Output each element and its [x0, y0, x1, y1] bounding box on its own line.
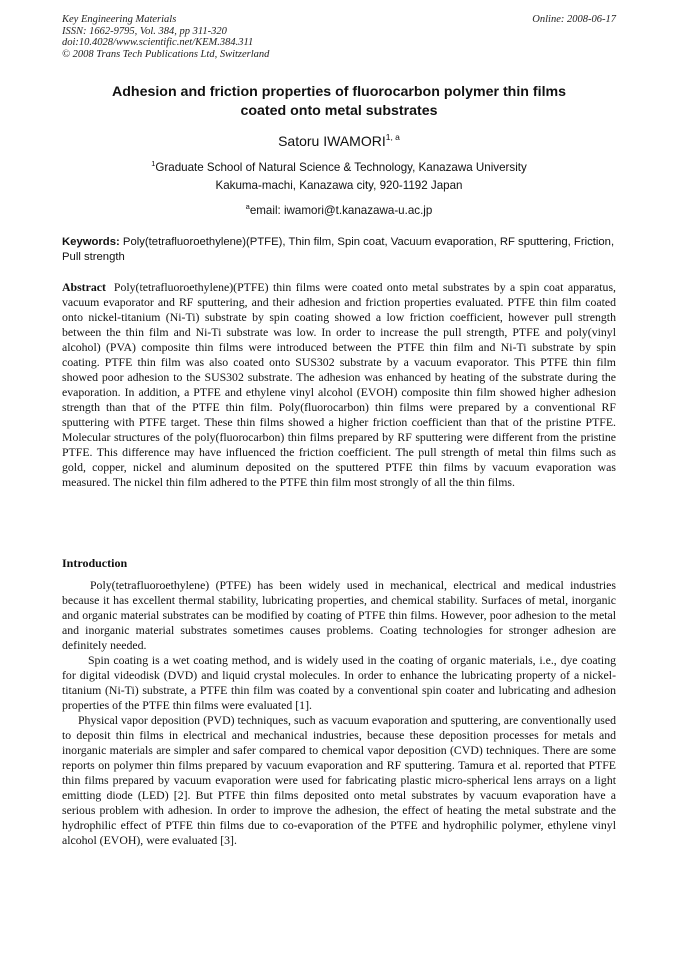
affiliation-superscript: 1 — [151, 159, 156, 168]
journal-copyright: © 2008 Trans Tech Publications Ltd, Switzerland — [62, 48, 270, 60]
journal-header — [62, 14, 616, 60]
abstract — [62, 280, 616, 490]
affiliation-line-1 — [62, 157, 616, 175]
email-superscript: a — [245, 202, 250, 211]
journal-doi: doi:10.4028/www.scientific.net/KEM.384.311 — [62, 37, 254, 48]
introduction-paragraph-2: Spin coating is a wet coating method, and is widely used in the coating of organic materials, i.e., dye coating for digital videodisk (DVD) and liquid crystal molecules. In order to enhance the lubricating property of a nickel-titanium (Ni-Ti) substrate, a PTFE thin film was coated by a conventional spin coater and lubricating and adhesion properties of the PTFE thin films were evaluated [1]. — [62, 653, 616, 712]
author-superscript: 1, a — [385, 132, 400, 142]
affiliation-email-line — [62, 200, 616, 218]
introduction-body — [62, 578, 616, 848]
paper-title — [62, 83, 616, 120]
journal-issn: ISSN: 1662-9795, Vol. 384, pp 311-320 — [62, 25, 227, 37]
introduction-heading: Introduction — [62, 556, 128, 570]
title-line-1: Adhesion and friction properties of fluorocarbon polymer thin films — [111, 84, 567, 100]
affiliation-line-2: Kakuma-machi, Kanazawa city, 920-1192 Japan — [215, 179, 463, 192]
affiliation-institution: Graduate School of Natural Science & Technology, Kanazawa University — [155, 161, 527, 174]
author-name: Satoru IWAMORI — [278, 133, 386, 149]
author-email: email: iwamori@t.kanazawa-u.ac.jp — [249, 204, 433, 217]
introduction-paragraph-3: Physical vapor deposition (PVD) techniques, such as vacuum evaporation and sputtering, are conventionally used to deposit thin films in electrical and mechanical industries, because these deposition processes for metals and inorganic materials are simpler and safer compared to chemical vapor deposition (CVD) techniques. There are some reports on polymer thin films prepared by vacuum evaporation and RF sputtering. Tamura et al. reported that PTFE thin films prepared by vacuum evaporation were used for fabricating plastic micro-spherical lens arrays on a light emitting diode (LED) [2]. But PTFE thin films deposited onto metal substrates by vacuum evaporation have a serious problem with adhesion. In order to improve the adhesion, the effect of heating the metal substrate and the hydrophilic effect of PTFE thin films due to co-evaporation of the PTFE and hydrophilic polymer, ethylene vinyl alcohol (EVOH), were evaluated [3]. — [62, 713, 616, 847]
journal-name: Key Engineering Materials — [62, 14, 177, 25]
keywords-text: Poly(tetrafluoroethylene)(PTFE), Thin film, Spin coat, Vacuum evaporation, RF sputtering, Friction, Pull strength — [62, 236, 615, 263]
introduction-paragraph-1: Poly(tetrafluoroethylene) (PTFE) has been widely used in mechanical, electrical and medical industries because it has excellent thermal stability, lubricating properties, and chemical stability. Surfaces of metal, inorganic and organic material substrates can be modified by coating of PTFE thin films. However, poor adhesion to the metal and inorganic material substrates sometimes causes problems. Coating technologies for stronger adhesion are definitely needed. — [62, 578, 616, 652]
abstract-label: Abstract — [62, 280, 106, 294]
abstract-text: Poly(tetrafluoroethylene)(PTFE) thin films were coated onto metal substrates by a spin coat apparatus, vacuum evaporator and RF sputtering, and their adhesion and friction properties evaluated. PTFE thin film coated onto nickel-titanium (Ni-Ti) substrate by spin coating showed a low friction coefficient, however pull strength between the thin film and Ni-Ti substrate was low. In order to increase the pull strength, PTFE and poly(vinyl alcohol) (PVA) composite thin films were introduced between the PTFE thin film and Ni-Ti substrate by spin coating. PTFE thin film was also coated onto SUS302 substrate by a vacuum evaporator. This PTFE thin film showed poor adhesion to the SUS302 substrate. The adhesion was enhanced by heating of the substrate during the evaporation. In addition, a PTFE and ethylene vinyl alcohol (EVOH) composite thin film showed higher adhesion strength than that of the PTFE thin film. Poly(fluorocarbon) thin films were prepared by a conventional RF sputtering with PTFE target. These thin films showed a higher friction coefficient than that of the pristine PTFE. Molecular structures of the poly(fluorocarbon) thin films prepared by RF sputtering were different from the pristine PTFE. This difference may have influenced the friction coefficient. The pull strength of metal thin films such as gold, copper, nickel and aluminum deposited on the sputtered PTFE thin films by vacuum evaporation was measured. The nickel thin film adhered to the PTFE thin film most strongly of all the thin films. — [62, 280, 616, 489]
online-date: Online: 2008-06-17 — [532, 14, 616, 25]
keywords-label: Keywords: — [62, 236, 120, 248]
author-line — [62, 128, 616, 150]
title-line-2: coated onto metal substrates — [240, 102, 438, 119]
keywords — [62, 235, 616, 265]
